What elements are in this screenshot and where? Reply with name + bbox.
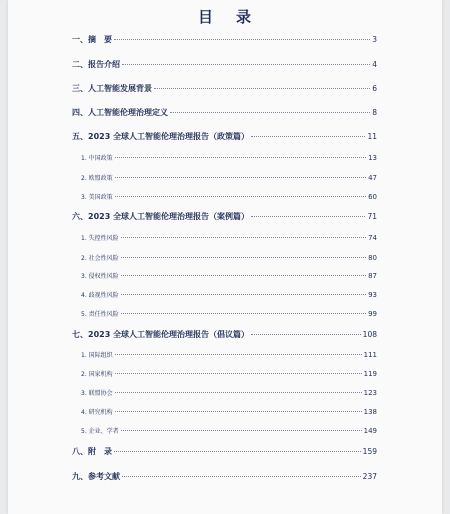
document-page	[8, 0, 442, 514]
toc-entry-label: 六、2023 全球人工智能伦理治理报告（案例篇）	[72, 212, 250, 221]
toc-entry-page: 11	[367, 132, 377, 141]
toc-entry-page: 138	[363, 408, 377, 416]
toc-entry-page: 99	[368, 310, 377, 318]
toc-entry	[81, 233, 377, 247]
toc-entry	[72, 107, 377, 121]
toc-entry	[81, 173, 377, 187]
toc-entry-label: 五、2023 全球人工智能伦理治理报告（政策篇）	[72, 132, 250, 141]
toc-entry-page: 3	[372, 35, 377, 44]
toc-entry-page: 123	[363, 389, 377, 397]
leader-dots	[251, 136, 365, 137]
toc-entry	[81, 407, 377, 421]
toc-entry-label: 1. 失控性风险	[81, 235, 119, 242]
leader-dots	[115, 354, 362, 355]
leader-dots	[115, 177, 366, 178]
leader-dots	[115, 373, 362, 374]
toc-entry-label: 三、人工智能发展背景	[72, 84, 152, 93]
toc-entry-label: 1. 国际组织	[81, 352, 113, 359]
toc-entry-label: 二、报告介绍	[72, 60, 120, 69]
toc-entry	[81, 309, 377, 323]
toc-entry-label: 5. 责任性风险	[81, 311, 119, 318]
toc-entry	[81, 192, 377, 206]
toc-entry-page: 119	[363, 370, 377, 378]
leader-dots	[121, 237, 366, 238]
toc-entry-label: 七、2023 全球人工智能伦理治理报告（倡议篇）	[72, 330, 250, 339]
toc-entry-page: 111	[363, 351, 377, 359]
toc-entry-label: 4. 研究机构	[81, 409, 113, 416]
toc-entry-label: 3. 美国政策	[81, 194, 113, 201]
toc-entry-label: 九、参考文献	[72, 472, 120, 481]
toc-entry	[72, 471, 377, 485]
leader-dots	[114, 39, 370, 40]
toc-title	[8, 6, 442, 27]
toc-entry-label: 3. 联盟协会	[81, 390, 113, 397]
toc-entry	[72, 446, 377, 460]
toc-entry-label: 2. 欧盟政策	[81, 175, 113, 182]
leader-dots	[114, 451, 361, 452]
leader-dots	[122, 476, 361, 477]
toc-entry	[72, 131, 377, 145]
leader-dots	[251, 216, 365, 217]
leader-dots	[121, 294, 366, 295]
toc-title-char: 录	[236, 8, 253, 26]
leader-dots	[251, 334, 361, 335]
toc-entry-page: 13	[368, 154, 377, 162]
toc-entry-page: 8	[372, 108, 377, 117]
leader-dots	[115, 157, 366, 158]
leader-dots	[115, 392, 362, 393]
toc-entry-page: 60	[368, 193, 377, 201]
toc-entry-label: 四、人工智能伦理治理定义	[72, 108, 168, 117]
toc-entry	[72, 83, 377, 97]
leader-dots	[121, 313, 366, 314]
toc-entry	[81, 369, 377, 383]
toc-entry-label: 4. 歧视性风险	[81, 292, 119, 299]
toc-entry-label: 2. 社会性风险	[81, 255, 119, 262]
toc-entry-label: 八、附 录	[72, 447, 112, 456]
toc-entry-page: 4	[372, 60, 377, 69]
toc-entry-page: 93	[368, 291, 377, 299]
toc-entry-page: 74	[368, 234, 377, 242]
toc-entry-label: 3. 侵权性风险	[81, 273, 119, 280]
leader-dots	[121, 257, 366, 258]
toc-entry	[72, 59, 377, 73]
toc-entry-page: 108	[362, 330, 377, 339]
leader-dots	[115, 196, 366, 197]
toc-entry	[81, 426, 377, 440]
toc-entry	[72, 329, 377, 343]
toc-entry	[72, 34, 377, 48]
leader-dots	[121, 430, 362, 431]
toc-entry	[81, 290, 377, 304]
toc-entry	[81, 350, 377, 364]
toc-entry-page: 47	[368, 174, 377, 182]
toc-entry-page: 87	[368, 272, 377, 280]
toc-entry-page: 237	[362, 472, 377, 481]
leader-dots	[154, 88, 370, 89]
leader-dots	[115, 411, 362, 412]
toc-entry-label: 1. 中国政策	[81, 155, 113, 162]
toc-entry	[72, 211, 377, 225]
toc-entry	[81, 153, 377, 167]
toc-entry-label: 2. 国家机构	[81, 371, 113, 378]
toc-entry	[81, 271, 377, 285]
leader-dots	[170, 112, 370, 113]
toc-title-char: 目	[197, 8, 214, 26]
toc-entry	[81, 388, 377, 402]
toc-entry-label: 一、摘 要	[72, 35, 112, 44]
leader-dots	[121, 275, 366, 276]
leader-dots	[122, 64, 370, 65]
toc-entry-page: 71	[367, 212, 377, 221]
toc-entry-page: 159	[362, 447, 377, 456]
toc-entry-page: 80	[368, 254, 377, 262]
toc-entry-page: 6	[372, 84, 377, 93]
toc-entry-label: 5. 企业、学者	[81, 428, 119, 435]
toc-entry-page: 149	[363, 427, 377, 435]
toc-entry	[81, 253, 377, 267]
